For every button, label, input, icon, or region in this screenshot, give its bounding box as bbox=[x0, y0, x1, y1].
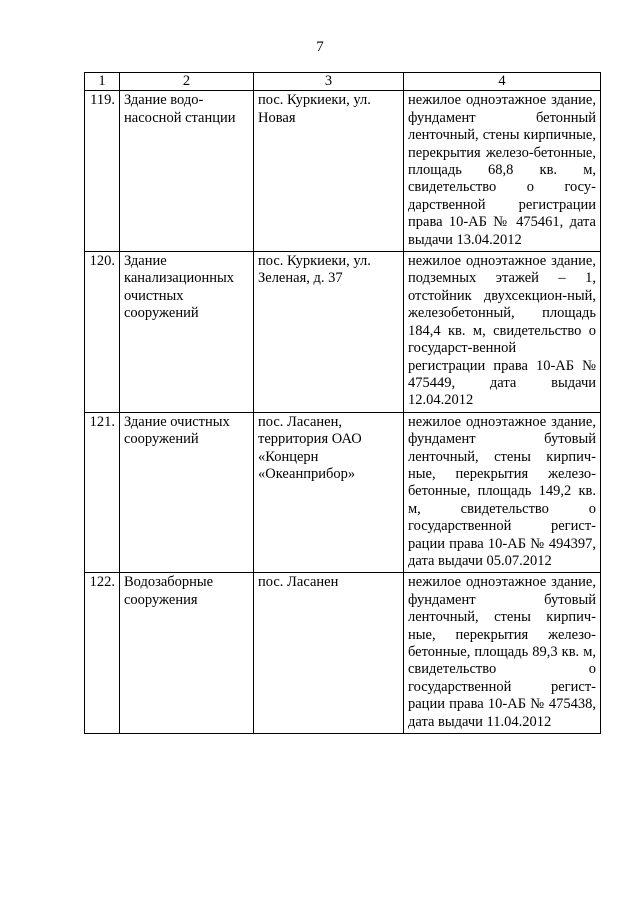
page-number: 7 bbox=[316, 39, 324, 55]
table-header-row bbox=[85, 73, 601, 91]
object-address: пос. Ласанен bbox=[254, 573, 404, 734]
object-description: нежилое одноэтажное здание, фундамент бетонный ленточный, стены кирпичные, перекрытия железо-бетонные, площадь 68,8 кв. м, свидетельство о госу-дарственной регистрации права 10-АБ № 475461, дата выдачи 13.04.2012 bbox=[404, 91, 601, 252]
row-number: 122. bbox=[85, 573, 120, 734]
object-description: нежилое одноэтажное здание, подземных этажей – 1, отстойник двухсекцион-ный, железобетонный, площадь 184,4 кв. м, свидетельство о государст-венной регистрации права 10-АБ № 475449, дата выдачи 12.04.2012 bbox=[404, 252, 601, 413]
object-address: пос. Ласанен, территория ОАО «Концерн «Океанприбор» bbox=[254, 412, 404, 573]
row-number: 120. bbox=[85, 252, 120, 413]
object-name: Здание очистных сооружений bbox=[120, 412, 254, 573]
property-registry-table bbox=[84, 72, 601, 734]
object-description: нежилое одноэтажное здание, фундамент бутовый ленточный, стены кирпич-ные, перекрытия железо-бетонные, площадь 89,3 кв. м, свидетельство о государственной регист-рации права 10-АБ № 475438, дата выдачи 11.04.2012 bbox=[404, 573, 601, 734]
table-row bbox=[85, 91, 601, 252]
table-row bbox=[85, 573, 601, 734]
object-address: пос. Куркиеки, ул. Новая bbox=[254, 91, 404, 252]
row-number: 121. bbox=[85, 412, 120, 573]
column-header-1: 1 bbox=[85, 73, 120, 91]
table-row bbox=[85, 412, 601, 573]
column-header-2: 2 bbox=[120, 73, 254, 91]
row-number: 119. bbox=[85, 91, 120, 252]
table-row bbox=[85, 252, 601, 413]
object-description: нежилое одноэтажное здание, фундамент бутовый ленточный, стены кирпич-ные, перекрытия железо-бетонные, площадь 149,2 кв. м, свидетельство о государственной регист-рации права 10-АБ № 494397, дата выдачи 05.07.2012 bbox=[404, 412, 601, 573]
column-header-3: 3 bbox=[254, 73, 404, 91]
object-address: пос. Куркиеки, ул. Зеленая, д. 37 bbox=[254, 252, 404, 413]
column-header-4: 4 bbox=[404, 73, 601, 91]
object-name: Водозаборные сооружения bbox=[120, 573, 254, 734]
object-name: Здание канализационных очистных сооружений bbox=[120, 252, 254, 413]
object-name: Здание водо-насосной станции bbox=[120, 91, 254, 252]
